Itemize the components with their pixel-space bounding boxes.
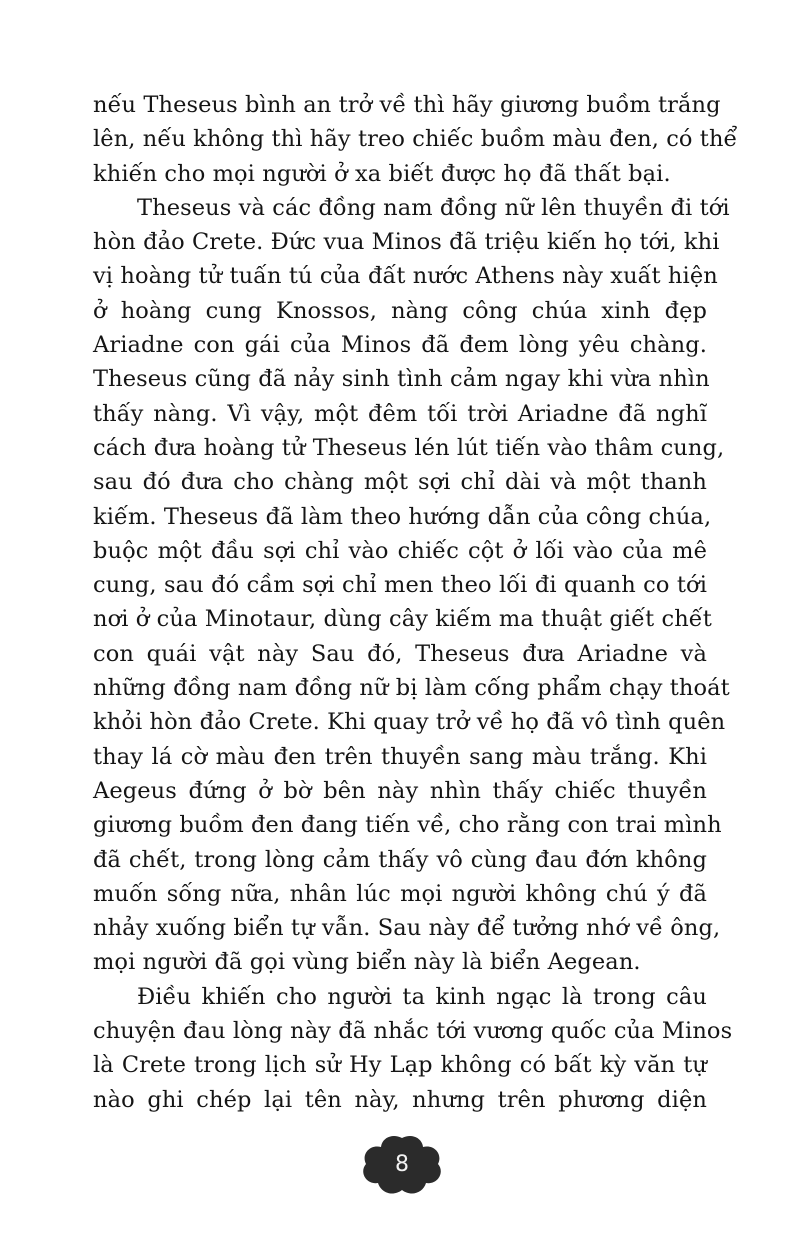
- page-number: 8: [395, 1152, 409, 1177]
- text-line: Ariadne con gái của Minos đã đem lòng yêu chàng.: [93, 332, 707, 359]
- text-line: khỏi hòn đảo Crete. Khi quay trở về họ đã vô tình quên: [93, 709, 726, 736]
- text-line: giương buồm đen đang tiến về, cho rằng con trai mình: [93, 812, 722, 839]
- text-line: chuyện đau lòng này đã nhắc tới vương quốc của Minos: [93, 1018, 733, 1045]
- body-text: [93, 88, 738, 1117]
- text-line: thấy nàng. Vì vậy, một đêm tối trời Ariadne đã nghĩ: [93, 400, 707, 427]
- page-number-badge: [360, 1134, 444, 1196]
- text-line: cách đưa hoàng tử Theseus lén lút tiến vào thâm cung,: [93, 434, 725, 461]
- text-line: kiếm. Theseus đã làm theo hướng dẫn của công chúa,: [93, 503, 712, 530]
- text-line: sau đó đưa cho chàng một sợi chỉ dài và một thanh: [93, 469, 707, 496]
- text-line: là Crete trong lịch sử Hy Lạp không có bất kỳ văn tự: [93, 1052, 707, 1079]
- text-line: con quái vật này Sau đó, Theseus đưa Ariadne và: [93, 640, 707, 667]
- text-line: lên, nếu không thì hãy treo chiếc buồm màu đen, có thể: [93, 126, 738, 153]
- text-line: mọi người đã gọi vùng biển này là biển Aegean.: [93, 949, 641, 976]
- text-line: muốn sống nữa, nhân lúc mọi người không chú ý đã: [93, 880, 707, 907]
- text-line: nơi ở của Minotaur, dùng cây kiếm ma thuật giết chết: [93, 606, 712, 633]
- text-line: ở hoàng cung Knossos, nàng công chúa xinh đẹp: [93, 297, 707, 324]
- text-line: thay lá cờ màu đen trên thuyền sang màu trắng. Khi: [93, 743, 707, 770]
- text-line: Theseus cũng đã nảy sinh tình cảm ngay khi vừa nhìn: [93, 366, 710, 393]
- text-line: Theseus và các đồng nam đồng nữ lên thuyền đi tới: [137, 194, 730, 221]
- text-line: những đồng nam đồng nữ bị làm cống phẩm chạy thoát: [93, 675, 730, 702]
- text-line: Aegeus đứng ở bờ bên này nhìn thấy chiếc thuyền: [93, 777, 707, 804]
- text-line: nào ghi chép lại tên này, nhưng trên phương diện: [93, 1086, 707, 1113]
- text-line: vị hoàng tử tuấn tú của đất nước Athens này xuất hiện: [93, 263, 718, 290]
- text-line: cung, sau đó cầm sợi chỉ men theo lối đi quanh co tới: [93, 572, 707, 599]
- text-line: nhảy xuống biển tự vẫn. Sau này để tưởng nhớ về ông,: [93, 915, 721, 942]
- text-line: khiến cho mọi người ở xa biết được họ đã thất bại.: [93, 160, 671, 187]
- text-line: Điều khiến cho người ta kinh ngạc là trong câu: [137, 983, 707, 1010]
- text-line: đã chết, trong lòng cảm thấy vô cùng đau đớn không: [93, 846, 707, 873]
- text-line: buộc một đầu sợi chỉ vào chiếc cột ở lối vào của mê: [93, 537, 707, 564]
- text-line: nếu Theseus bình an trở về thì hãy giương buồm trắng: [93, 92, 721, 118]
- text-line: hòn đảo Crete. Đức vua Minos đã triệu kiến họ tới, khi: [93, 229, 720, 256]
